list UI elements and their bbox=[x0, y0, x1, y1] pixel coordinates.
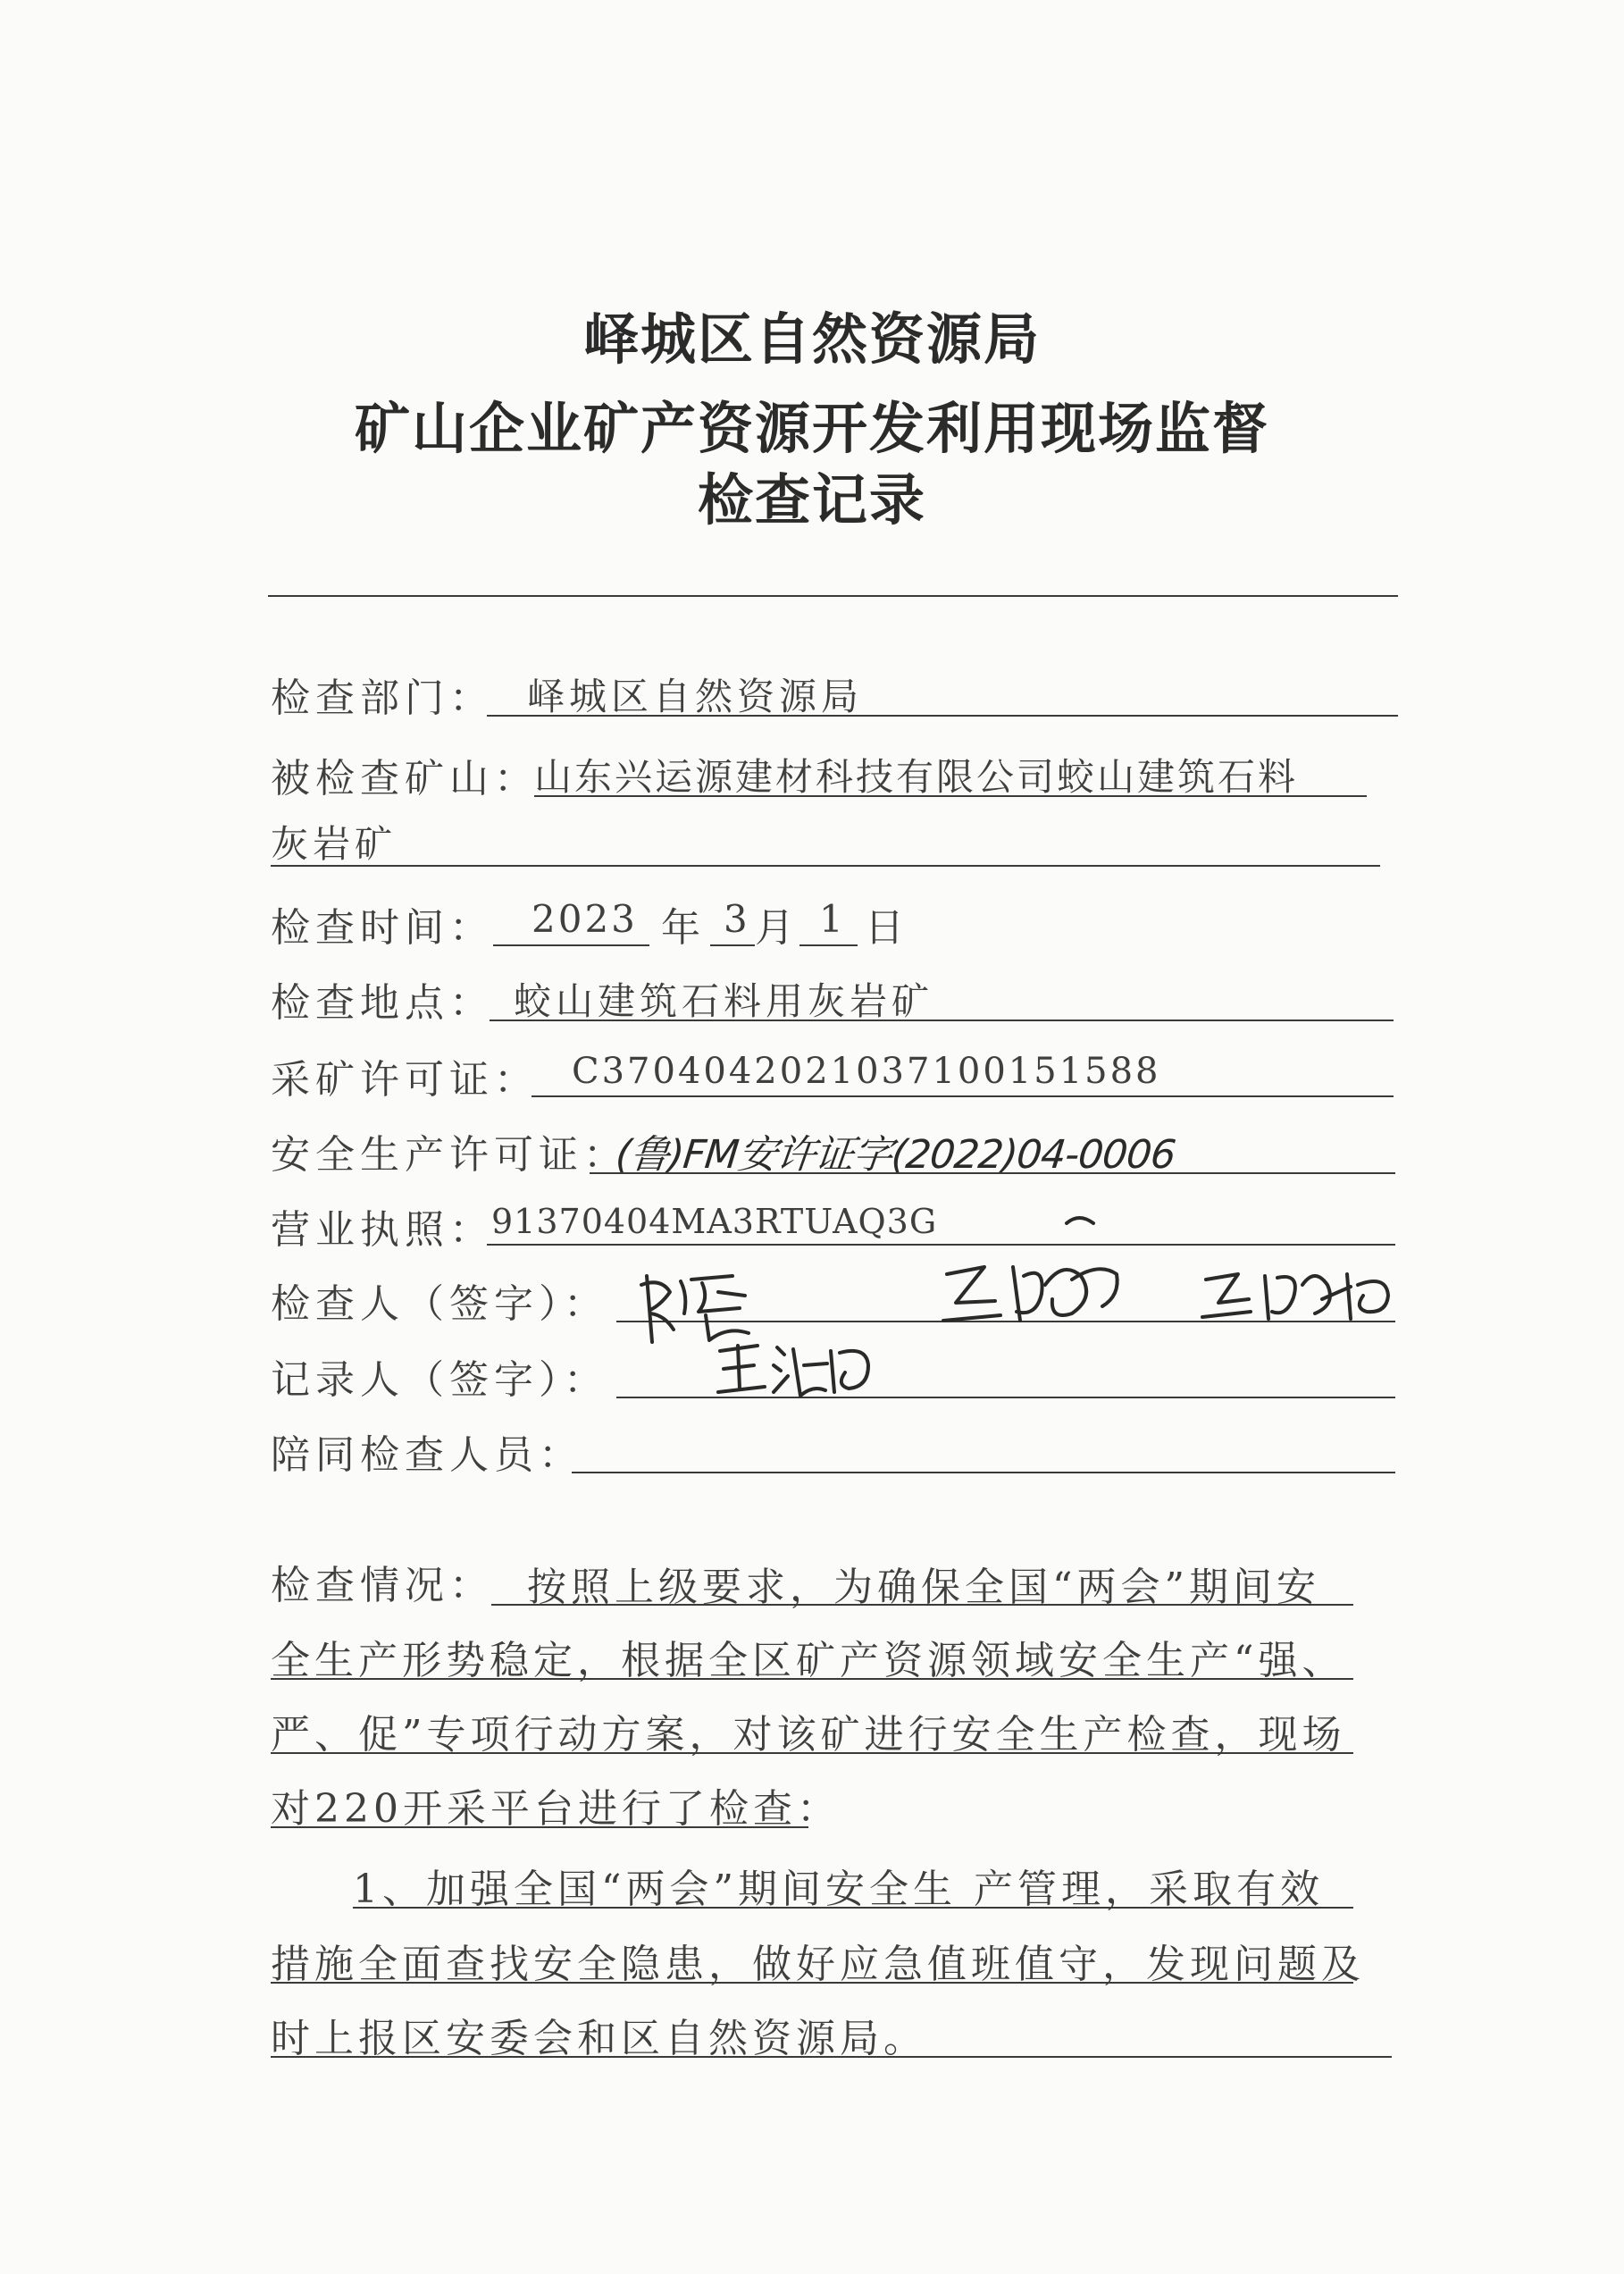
recorder-signature bbox=[715, 1333, 893, 1405]
inspection-underline-4 bbox=[271, 1826, 808, 1828]
mine-label: 被检查矿山： bbox=[271, 756, 539, 801]
safety-license-handwriting: (鲁)FM安许证字(2022)04-0006 bbox=[613, 1132, 1177, 1178]
inspection-item-1-line-1: 1、加强全国“两会”期间安全生 产管理，采取有效 bbox=[353, 1867, 1324, 1912]
inspector-signature-2 bbox=[938, 1249, 1126, 1330]
safety-license-underline bbox=[590, 1172, 1395, 1174]
place-value: 蛟山建筑石料用灰岩矿 bbox=[514, 979, 934, 1023]
inspection-label: 检查情况： bbox=[271, 1563, 494, 1608]
inspection-item-1-underline-1 bbox=[353, 1907, 1353, 1909]
inspection-underline-1 bbox=[491, 1604, 1353, 1606]
inspection-line-4: 对220开采平台进行了检查： bbox=[271, 1786, 841, 1832]
inspector-label: 检查人（签字）： bbox=[271, 1281, 608, 1327]
business-license-underline bbox=[487, 1244, 1395, 1246]
time-year-underline bbox=[493, 944, 649, 946]
inspection-line-3: 严、促”专项行动方案，对该矿进行安全生产检查，现场 bbox=[271, 1712, 1346, 1758]
recorder-label: 记录人（签字）： bbox=[271, 1357, 608, 1403]
time-year-unit: 年 bbox=[661, 905, 706, 951]
inspection-line-1: 按照上级要求，为确保全国“两会”期间安 bbox=[527, 1565, 1320, 1610]
mining-license-value: C3704042021037100151588 bbox=[572, 1051, 1161, 1092]
title-line-2: 矿山企业矿产资源开发利用现场监督 bbox=[354, 396, 1269, 461]
time-year: 2023 bbox=[532, 897, 638, 941]
time-month-underline bbox=[710, 944, 755, 946]
mining-license-underline bbox=[532, 1095, 1394, 1097]
time-label: 检查时间： bbox=[271, 905, 494, 951]
dept-label: 检查部门： bbox=[271, 675, 494, 721]
accompany-label: 陪同检查人员： bbox=[271, 1432, 583, 1478]
dept-value: 峄城区自然资源局 bbox=[527, 675, 864, 718]
mine-underline-1 bbox=[534, 795, 1367, 797]
inspection-underline-3 bbox=[271, 1752, 1353, 1754]
time-month-unit: 月 bbox=[755, 905, 799, 951]
time-month: 3 bbox=[724, 897, 750, 941]
time-day-unit: 日 bbox=[865, 905, 909, 951]
title-line-1: 峄城区自然资源局 bbox=[582, 306, 1041, 372]
business-license-value: 91370404MA3RTUAQ3G bbox=[491, 1202, 938, 1241]
place-label: 检查地点： bbox=[271, 980, 494, 1026]
accompany-underline bbox=[572, 1472, 1395, 1473]
title-line-3: 检查记录 bbox=[697, 467, 926, 533]
inspection-item-1-line-3: 时上报区安委会和区自然资源局。 bbox=[271, 2016, 927, 2061]
time-day: 1 bbox=[819, 897, 846, 941]
inspection-item-1-underline-3 bbox=[271, 2056, 1392, 2058]
inspector-signature-3 bbox=[1197, 1260, 1402, 1331]
mine-value-line-1: 山东兴运源建材科技有限公司蛟山建筑石料 bbox=[534, 755, 1299, 799]
dept-underline bbox=[487, 715, 1398, 717]
title-divider bbox=[268, 595, 1398, 597]
stray-mark bbox=[1063, 1211, 1099, 1229]
inspection-item-1-underline-2 bbox=[271, 1982, 1353, 1984]
mine-value-line-2: 灰岩矿 bbox=[271, 822, 398, 866]
inspection-item-1-line-2: 措施全面查找安全隐患，做好应急值班值守，发现问题及 bbox=[271, 1942, 1365, 1987]
business-license-label: 营业执照： bbox=[271, 1207, 494, 1253]
inspection-line-2: 全生产形势稳定，根据全区矿产资源领域安全生产“强、 bbox=[271, 1638, 1346, 1683]
mining-license-label: 采矿许可证： bbox=[271, 1057, 539, 1103]
mine-underline-2 bbox=[271, 865, 1380, 867]
safety-license-label: 安全生产许可证： bbox=[271, 1132, 628, 1178]
time-day-underline bbox=[799, 944, 858, 946]
inspection-underline-2 bbox=[271, 1678, 1353, 1680]
place-underline bbox=[490, 1020, 1394, 1021]
